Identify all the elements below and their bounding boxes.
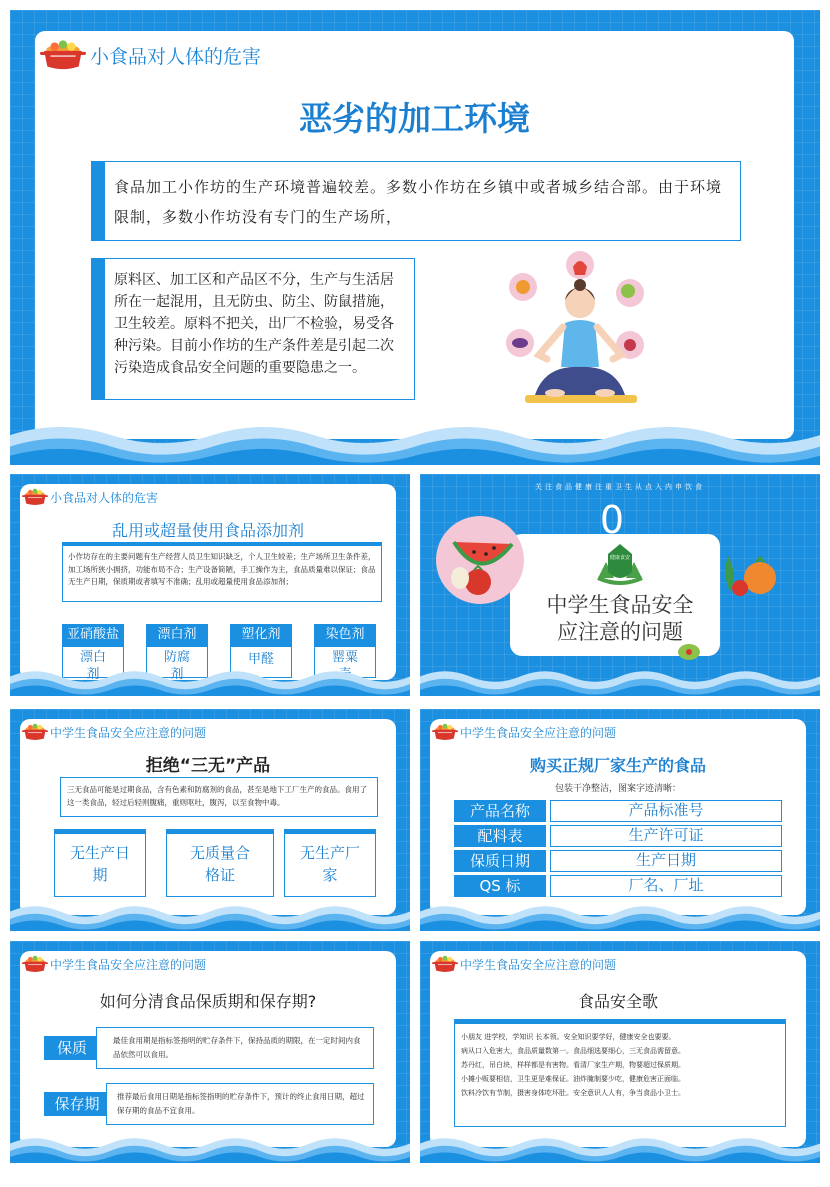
slide-1-panel	[35, 31, 794, 439]
slide-title: 恶劣的加工环境	[299, 99, 530, 138]
song-line: 小朋友 进学校，学知识 长本领。安全知识要学好，健康安全也要要。	[461, 1033, 676, 1041]
paragraph-text: 三无食品可能是过期食品，含有色素和防腐剂的食品，甚至是地下工厂生产的食品。食用了这一类食品，轻过后轻则腹痛，重则呕吐，腹泻，以至食物中毒。	[67, 785, 367, 807]
food-safety-badge-icon	[592, 538, 648, 588]
slide-header: 中学生食品安全应注意的问题	[432, 723, 616, 741]
pot-icon	[22, 488, 48, 506]
song-line: 小摊小贩要相信，卫生更是难保证。油炸腌制要少吃，健康危害正面临。	[461, 1075, 685, 1083]
slide-header: 中学生食品安全应注意的问题	[22, 955, 206, 973]
slide-1[interactable]	[10, 10, 820, 465]
wave-decoration	[420, 666, 820, 696]
paragraph-box-1	[91, 161, 741, 241]
slide-title: 食品安全歌	[577, 992, 658, 1011]
slide-title: 乱用或超量使用食品添加剂	[111, 521, 304, 540]
no-label-item: 无生产厂家	[284, 829, 376, 897]
pot-icon	[22, 955, 48, 973]
song-box	[454, 1019, 786, 1127]
paragraph-text: 食品加工小作坊的生产环境普遍较差。多数小作坊在乡镇中或者城乡结合部。由于环境限制，多数小作坊没有专门的生产场所，	[114, 178, 723, 226]
slide-3[interactable]	[420, 474, 820, 696]
slide-header: 中学生食品安全应注意的问题	[432, 955, 616, 973]
song-line: 苏丹红，吊白块，样样都是有害物。看清厂家生产期，物要超过保质期。	[461, 1061, 685, 1069]
slide-title: 中学生食品安全 应注意的问题	[546, 593, 694, 644]
slide-title: 如何分清食品保质期和保存期?	[99, 992, 317, 1011]
slide-7[interactable]	[420, 941, 820, 1163]
pot-icon	[22, 723, 48, 741]
slide-2-panel: 小食品对人体的危害 乱用或超量使用食品添加剂 小作坊存在的主要问题有生产经营人员卫生知识缺乏，个人卫生较差；生产场所卫生条件差，加工场所狭小拥挤，功能布局不合；生产设备简陋，手工操作为主，食品质量难以保证；食品无生产日期，保质期或者填写不准确；乱用或超量使用食品添加剂； 亚硝酸盐 漂白剂 漂白剂 防腐剂 塑化剂 甲醛 染色剂 罂粟	[20, 484, 396, 680]
song-line: 病从口入危害大，食品质量数第一。食品细选要细心，三无食品需留意。	[461, 1047, 685, 1055]
wave-decoration	[10, 1133, 410, 1163]
slide-4-panel	[20, 719, 396, 915]
wave-decoration	[420, 1133, 820, 1163]
yoga-girl-illustration	[495, 245, 645, 410]
paragraph-text: 小作坊存在的主要问题有生产经营人员卫生知识缺乏，个人卫生较差；生产场所卫生条件差，加工场所狭小拥挤，功能布局不合；生产设备简陋，手工操作为主，食品质量难以保证；食品无生产日期，保质期或者填写不准确；乱用或超量使用食品添加剂；	[68, 552, 376, 586]
slide-5[interactable]	[420, 709, 820, 931]
pot-icon	[40, 39, 86, 71]
intro-text: 包装干净整洁，图案字迹清晰：	[554, 784, 681, 794]
slide-subtitle: 关注食品健康注重卫生从点入内申饮食	[535, 483, 705, 491]
slide-6[interactable]	[10, 941, 410, 1163]
slide-2[interactable]	[10, 474, 410, 696]
paragraph-box	[62, 542, 382, 602]
paragraph-text: 原料区、加工区和产品区不分，生产与生活居所在一起混用，且无防虫、防尘、防鼠措施，卫生较差。原料不把关，出厂不检验，易受各种污染。目前小作坊的生产条件差是引起二次污染造成食品安全问题的重要隐患之一。	[114, 272, 394, 376]
slide-title: 购买正规厂家生产的食品	[529, 756, 706, 775]
slide-6-panel: 中学生食品安全应注意的问题 如何分清食品保质期和保存期? 保质 最佳食用期是指标签指明的贮存条件下，保持品质的期限，在一定时间内食品依然可以食用。 保存期 推荐最后食用日期是指标签指明的贮存条件下，预计的终止食用日期，超过保存期的食品不宜食用。	[20, 951, 396, 1147]
pot-icon	[432, 723, 458, 741]
wave-decoration	[10, 419, 820, 465]
wave-decoration	[10, 666, 410, 696]
paragraph-box	[60, 777, 378, 817]
vegetables-illustration	[720, 546, 784, 600]
wave-decoration	[10, 901, 410, 931]
slide-header: 中学生食品安全应注意的问题	[22, 723, 206, 741]
song-line: 饮料冷饮有节制，摄害身体吃坏肚。安全意识人人有，争当食品小卫士。	[461, 1089, 685, 1097]
slide-header: 小食品对人体的危害	[22, 488, 158, 506]
wave-decoration	[420, 901, 820, 931]
badge-text: 健康食安	[609, 555, 630, 561]
slide-7-panel	[430, 951, 806, 1147]
big-digit: 0	[599, 498, 625, 542]
pot-icon	[432, 955, 458, 973]
no-label-item: 无质量合格证	[166, 829, 274, 897]
slide-5-panel: 中学生食品安全应注意的问题 购买正规厂家生产的食品 包装干净整洁，图案字迹清晰： 产品名称 产品标准号 配料表 生产许可证 保质日期 生产日期 QS 标 厂名、厂址	[430, 719, 806, 915]
paragraph-box-2	[91, 258, 415, 400]
no-label-item: 无生产日期	[54, 829, 146, 897]
slide-title: 拒绝“三无”产品	[145, 756, 271, 776]
slide-header: 小食品对人体的危害	[40, 39, 261, 71]
slide-4[interactable]	[10, 709, 410, 931]
song-lines	[461, 1030, 781, 1100]
leaf-icon	[676, 642, 702, 662]
